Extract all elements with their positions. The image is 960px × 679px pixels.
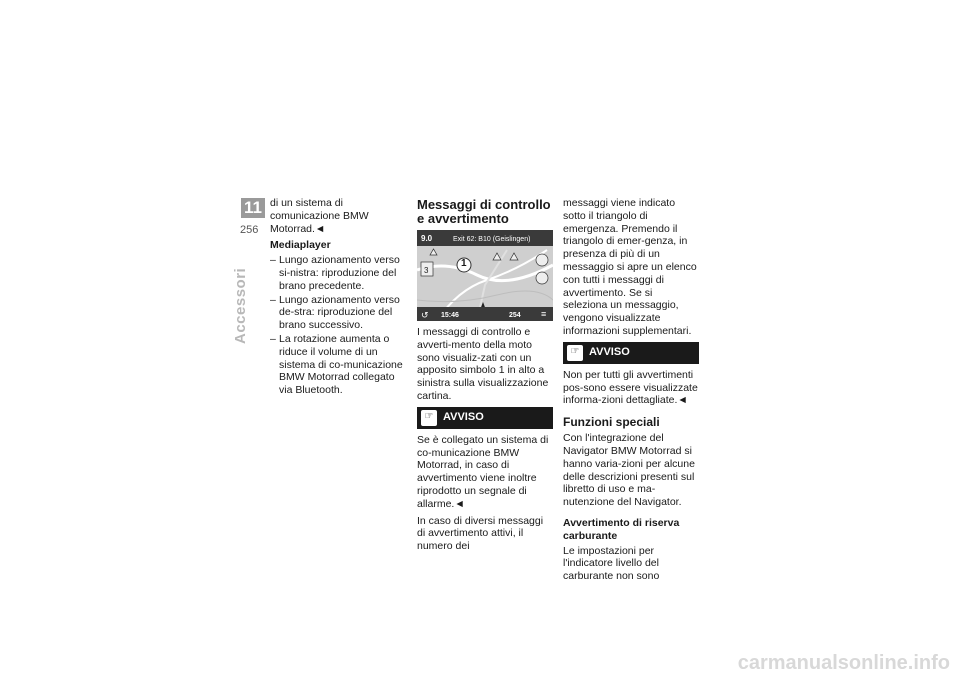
chapter-title: Accessori <box>232 267 249 344</box>
column-1 <box>270 197 404 398</box>
body-text: I messaggi di controllo e avverti-mento della moto sono visualiz-zati con un apposito simbolo 1 in alto a sinistra sulla visualizzazione cartina. <box>417 326 549 402</box>
chapter-number: 11 <box>241 198 265 218</box>
notice-hand-icon: ☞ <box>567 345 583 361</box>
notice-hand-icon: ☞ <box>421 410 437 426</box>
column-3 <box>563 197 699 587</box>
page-number: 256 <box>240 224 259 236</box>
menu-icon[interactable]: ≡ <box>541 309 547 319</box>
back-icon[interactable]: ↺ <box>421 310 429 320</box>
exit-label: Exit 62: B10 (Geislingen) <box>453 236 531 243</box>
map-footer <box>417 307 553 321</box>
heading-readout: 254 <box>509 312 521 319</box>
body-text: messaggi viene indicato sotto il triangolo di emergenza. Premendo il triangolo di emer-genza, in presenza di più di un messaggio si apre un elenco con tutti i messaggi di avvertimento. Se si seleziona un messaggio, vengono visualizzate informazioni supplementari. <box>563 197 697 337</box>
section-heading-messages: Messaggi di controllo e avvertimento <box>417 197 551 226</box>
message-marker-label: 1 <box>461 258 467 269</box>
subheading-fuel-reserve: Avvertimento di riserva carburante <box>563 516 680 542</box>
distance-readout: 9.0 <box>421 234 433 243</box>
notice-box <box>563 342 699 364</box>
notice-box <box>417 407 553 429</box>
body-text: Le impostazioni per l'indicatore livello del carburante non sono <box>563 544 660 583</box>
notice-text: Non per tutti gli avvertimenti pos-sono essere visualizzate informa-zioni dettagliate.◄ <box>563 368 698 407</box>
section-heading-special-functions: Funzioni speciali <box>563 415 660 430</box>
body-text: In caso di diversi messaggi di avvertimento attivi, il numero dei <box>417 514 544 553</box>
bullet-item: – Lungo azionamento verso si-nistra: riproduzione del brano precedente. <box>270 254 404 292</box>
map-header <box>417 230 553 246</box>
column-2 <box>417 198 553 557</box>
navigator-screenshot <box>417 230 553 321</box>
bullet-item: – Lungo azionamento verso de-stra: riproduzione del brano successivo. <box>270 294 404 332</box>
notice-label: AVVISO <box>589 346 630 359</box>
intro-text: di un sistema di comunicazione BMW Motorrad.◄ <box>270 197 369 235</box>
notice-text: Se è collegato un sistema di co-municazione BMW Motorrad, in caso di avvertimento viene inoltre riprodotto un segnale di allarme.◄ <box>417 433 549 510</box>
warning-count-label: 3 <box>424 266 429 275</box>
time-readout: 15:46 <box>441 312 459 319</box>
section-heading-mediaplayer: Mediaplayer <box>270 239 331 252</box>
body-text: Con l'integrazione del Navigator BMW Motorrad si hanno varia-zioni per alcune delle descrizioni presenti sul libretto di uso e ma-nutenzione del Navigator. <box>563 432 695 509</box>
notice-label: AVVISO <box>443 411 484 424</box>
bullet-item: – La rotazione aumenta o riduce il volume di un sistema di co-municazione BMW Motorrad collegato via Bluetooth. <box>270 333 404 397</box>
watermark: carmanualsonline.info <box>737 652 950 674</box>
